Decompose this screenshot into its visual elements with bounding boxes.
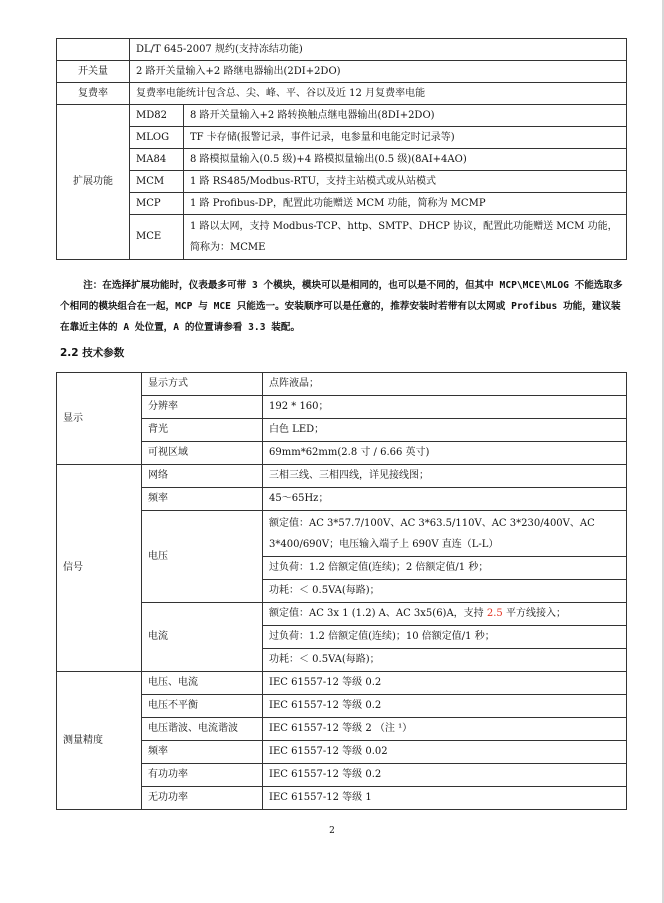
table-row bbox=[57, 488, 627, 511]
table-row bbox=[57, 787, 627, 810]
table-row bbox=[57, 695, 627, 718]
module-name: MCP bbox=[130, 193, 184, 215]
rate-label: 复费率 bbox=[57, 83, 130, 105]
param-value: 额定值：AC 3*57.7/100V、AC 3*63.5/110V、AC 3*230/400V、AC 3*400/690V；电压输入端子上 690V 直连（L-L） bbox=[263, 511, 627, 557]
param-value: 白色 LED； bbox=[263, 419, 627, 442]
param-name: 电压、电流 bbox=[142, 672, 263, 695]
module-desc: 1 路以太网，支持 Modbus-TCP、http、SMTP、DHCP 协议，配置此功能赠送 MCM 功能，简称为：MCME bbox=[184, 215, 627, 260]
table-row bbox=[57, 215, 627, 260]
param-name: 电压 bbox=[142, 511, 263, 603]
param-value: 69mm*62mm(2.8 寸 / 6.66 英寸) bbox=[263, 442, 627, 465]
table-row bbox=[57, 83, 627, 105]
param-name: 分辨率 bbox=[142, 396, 263, 419]
io-value: 2 路开关量输入+2 路继电器输出(2DI+2DO) bbox=[130, 61, 627, 83]
param-value: 功耗：＜ 0.5VA(每路)； bbox=[263, 649, 627, 672]
param-value: 过负荷：1.2 倍额定值(连续)；2 倍额定值/1 秒； bbox=[263, 557, 627, 580]
rated-prefix: 额定值：AC 3x 1 (1.2) A、AC 3x5(6)A，支持 bbox=[269, 608, 487, 619]
param-value: 45～65Hz； bbox=[263, 488, 627, 511]
param-value: IEC 61557-12 等级 0.2 bbox=[263, 695, 627, 718]
param-value: 三相三线、三相四线，详见接线图； bbox=[263, 465, 627, 488]
accuracy-label: 测量精度 bbox=[57, 672, 142, 810]
param-name: 电流 bbox=[142, 603, 263, 672]
module-desc: 1 路 RS485/Modbus-RTU，支持主站模式或从站模式 bbox=[184, 171, 627, 193]
param-value bbox=[263, 603, 627, 626]
module-name: MCE bbox=[130, 215, 184, 260]
note-paragraph: 注：在选择扩展功能时，仪表最多可带 3 个模块，模块可以是相同的，也可以是不同的，但其中 MCP\MCE\MLOG 不能选取多个相同的模块组合在一起，MCP 与 MCE 只能选一。安装顺序可以是任意的，推荐安装时若带有以太网或 Profibus 功能，建议装在靠近主体的 A 处位置，A 的位置请参看 3.3 装配。 bbox=[60, 280, 623, 333]
table-row bbox=[57, 373, 627, 396]
param-value: IEC 61557-12 等级 0.02 bbox=[263, 741, 627, 764]
table-row bbox=[57, 127, 627, 149]
param-name: 频率 bbox=[142, 488, 263, 511]
protocol-value: DL/T 645-2007 规约(支持冻结功能) bbox=[130, 39, 627, 61]
table-row bbox=[57, 61, 627, 83]
module-desc: 8 路开关量输入+2 路转换触点继电器输出(8DI+2DO) bbox=[184, 105, 627, 127]
table-row bbox=[57, 193, 627, 215]
table-row bbox=[57, 419, 627, 442]
table-row bbox=[57, 396, 627, 419]
spec-table bbox=[56, 372, 627, 810]
rated-highlight: 2.5 bbox=[486, 608, 503, 619]
table-row bbox=[57, 672, 627, 695]
table-row bbox=[57, 171, 627, 193]
param-value: IEC 61557-12 等级 1 bbox=[263, 787, 627, 810]
param-value: 功耗：＜ 0.5VA(每路)； bbox=[263, 580, 627, 603]
module-desc: 8 路模拟量输入(0.5 级)+4 路模拟量输出(0.5 级)(8AI+4AO) bbox=[184, 149, 627, 171]
module-name: MCM bbox=[130, 171, 184, 193]
module-name: MLOG bbox=[130, 127, 184, 149]
module-desc: TF 卡存储(报警记录，事件记录，电参量和电能定时记录等) bbox=[184, 127, 627, 149]
param-value: 过负荷：1.2 倍额定值(连续)；10 倍额定值/1 秒； bbox=[263, 626, 627, 649]
param-value: 192 * 160； bbox=[263, 396, 627, 419]
ext-label: 扩展功能 bbox=[57, 105, 130, 260]
param-name: 有功功率 bbox=[142, 764, 263, 787]
table-row bbox=[57, 149, 627, 171]
table-row bbox=[57, 511, 627, 557]
table-row bbox=[57, 39, 627, 61]
param-name: 网络 bbox=[142, 465, 263, 488]
table-row bbox=[57, 442, 627, 465]
param-value: IEC 61557-12 等级 2 （注 ¹） bbox=[263, 718, 627, 741]
table-row bbox=[57, 105, 627, 127]
rate-value: 复费率电能统计包含总、尖、峰、平、谷以及近 12 月复费率电能 bbox=[130, 83, 627, 105]
param-name: 背光 bbox=[142, 419, 263, 442]
param-name: 无功功率 bbox=[142, 787, 263, 810]
io-label: 开关量 bbox=[57, 61, 130, 83]
param-value: 点阵液晶； bbox=[263, 373, 627, 396]
signal-label: 信号 bbox=[57, 465, 142, 672]
section-title: 2.2 技术参数 bbox=[60, 347, 125, 359]
param-name: 可视区域 bbox=[142, 442, 263, 465]
module-name: MA84 bbox=[130, 149, 184, 171]
page-number: 2 bbox=[329, 826, 335, 836]
rated-suffix: 平方线接入； bbox=[502, 608, 566, 619]
table-row bbox=[57, 603, 627, 626]
param-value: IEC 61557-12 等级 0.2 bbox=[263, 672, 627, 695]
table-row bbox=[57, 741, 627, 764]
module-name: MD82 bbox=[130, 105, 184, 127]
param-name: 显示方式 bbox=[142, 373, 263, 396]
param-name: 电压不平衡 bbox=[142, 695, 263, 718]
table-row bbox=[57, 465, 627, 488]
param-name: 频率 bbox=[142, 741, 263, 764]
table-row bbox=[57, 764, 627, 787]
display-label: 显示 bbox=[57, 373, 142, 465]
param-name: 电压谐波、电流谐波 bbox=[142, 718, 263, 741]
module-desc: 1 路 Profibus-DP，配置此功能赠送 MCM 功能，简称为 MCMP bbox=[184, 193, 627, 215]
table-cell-empty bbox=[57, 39, 130, 61]
function-table bbox=[56, 38, 627, 260]
table-row bbox=[57, 718, 627, 741]
param-value: IEC 61557-12 等级 0.2 bbox=[263, 764, 627, 787]
